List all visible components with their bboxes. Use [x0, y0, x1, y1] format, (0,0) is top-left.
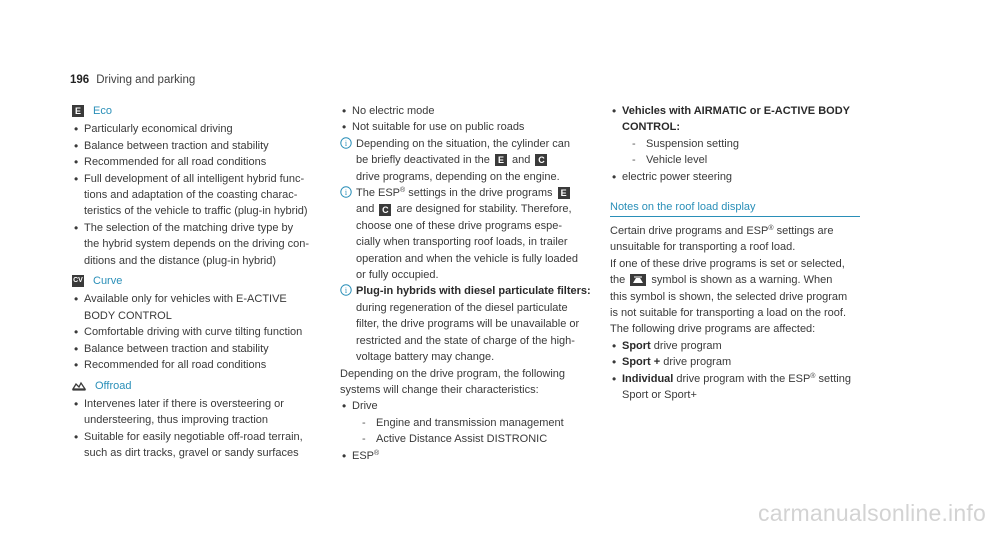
info-icon — [340, 137, 352, 149]
list-item: • Particularly economical driving — [72, 121, 330, 137]
curve-key-icon: CV — [72, 275, 84, 287]
list-item: • No electric mode — [340, 103, 600, 119]
column-middle — [340, 103, 600, 464]
chapter-title: Driving and parking — [96, 74, 196, 86]
note-cylinder: i Depending on the situation, the cylinder can be briefly deactivated in the E and C drive programs, depending on the engine. — [340, 136, 600, 185]
eco-key-icon: E — [72, 105, 84, 117]
sub-item: - Suspension setting — [610, 136, 870, 152]
svg-text:i: i — [344, 138, 348, 148]
sub-item: - Engine and transmission management — [340, 415, 600, 431]
watermark: carmanualsonline.info — [758, 500, 986, 526]
offroad-list — [72, 396, 330, 462]
paragraph-affected: The following drive programs are affected: — [610, 323, 816, 336]
list-item: • Not suitable for use on public roads — [340, 119, 600, 135]
curve-title: Curve — [93, 275, 123, 288]
page-number: 196 — [70, 74, 90, 86]
list-item: • Recommended for all road conditions — [72, 154, 330, 170]
section-curve — [72, 273, 330, 289]
sub-item: - Active Distance Assist DISTRONIC — [340, 431, 600, 447]
list-item: • Balance between traction and stability — [72, 341, 330, 357]
list-item: • Vehicles with AIRMATIC or E-ACTIVE BODY CONTROL: — [610, 103, 870, 136]
info-icon — [340, 186, 352, 198]
section-heading: Notes on the roof load display — [610, 201, 860, 217]
section-offroad — [72, 378, 330, 394]
section-eco — [72, 103, 330, 119]
paragraph-roof-load: Certain drive programs and ESP® settings are unsuitable for transporting a roof load. — [610, 225, 834, 254]
list-item: • Recommended for all road conditions — [72, 357, 330, 373]
paragraph-warning: If one of these drive programs is set or selected, the symbol is shown as a warning. When this symbol is shown, the selected drive program is not suitable for transporting a load on the roof. — [610, 257, 848, 320]
list-item: • ESP® — [340, 448, 600, 464]
curve-list — [72, 291, 330, 373]
paragraph-systems: Depending on the drive program, the following systems will change their characteristics: — [340, 367, 566, 396]
svg-text:i: i — [344, 286, 348, 296]
list-item: • Intervenes later if there is oversteering or understeering, thus improving traction — [72, 396, 330, 429]
page-header — [70, 74, 195, 86]
eco-list — [72, 121, 330, 269]
list-item: • Full development of all intelligent hybrid func- tions and adaptation of the coasting charac- teristics of the vehicle to traffic (plug-in hybrid) — [72, 171, 330, 220]
offroad-icon — [72, 380, 86, 391]
list-item: • Drive — [340, 398, 600, 414]
list-item: • Sport drive program — [610, 338, 870, 354]
note-esp: i The ESP® settings in the drive programs E and C are designed for stability. Therefore, choose one of these drive programs espe- cially when transporting roof loads, in trailer operation and when the vehicle is fully loaded or fully occupied. — [340, 185, 600, 283]
list-item: • Comfortable driving with curve tilting function — [72, 324, 330, 340]
list-item: • Available only for vehicles with E-ACTIVE BODY CONTROL — [72, 291, 330, 324]
list-item: • electric power steering — [610, 169, 870, 185]
list-item: • Balance between traction and stability — [72, 138, 330, 154]
eco-title: Eco — [93, 105, 112, 117]
svg-text:i: i — [344, 188, 348, 198]
sub-item: - Vehicle level — [610, 152, 870, 168]
roof-load-warning-icon — [630, 274, 646, 286]
column-left — [72, 103, 330, 462]
list-item: • Sport + drive program — [610, 354, 870, 370]
list-item: • Individual drive program with the ESP® setting Sport or Sport+ — [610, 371, 870, 404]
offroad-title: Offroad — [95, 379, 132, 392]
list-item: • Suitable for easily negotiable off-road terrain, such as dirt tracks, gravel or sandy surfaces — [72, 429, 330, 462]
note-plugin-hybrid: i Plug-in hybrids with diesel particulate filters: during regeneration of the diesel particulate filter, the drive programs will be unavailable or restricted and the state of charge of the high- voltage battery may change. — [340, 283, 600, 365]
info-icon — [340, 284, 352, 296]
column-right — [610, 103, 870, 404]
list-item: • The selection of the matching drive type by the hybrid system depends on the driving con- ditions and the distance (plug-in hybrid) — [72, 220, 330, 269]
